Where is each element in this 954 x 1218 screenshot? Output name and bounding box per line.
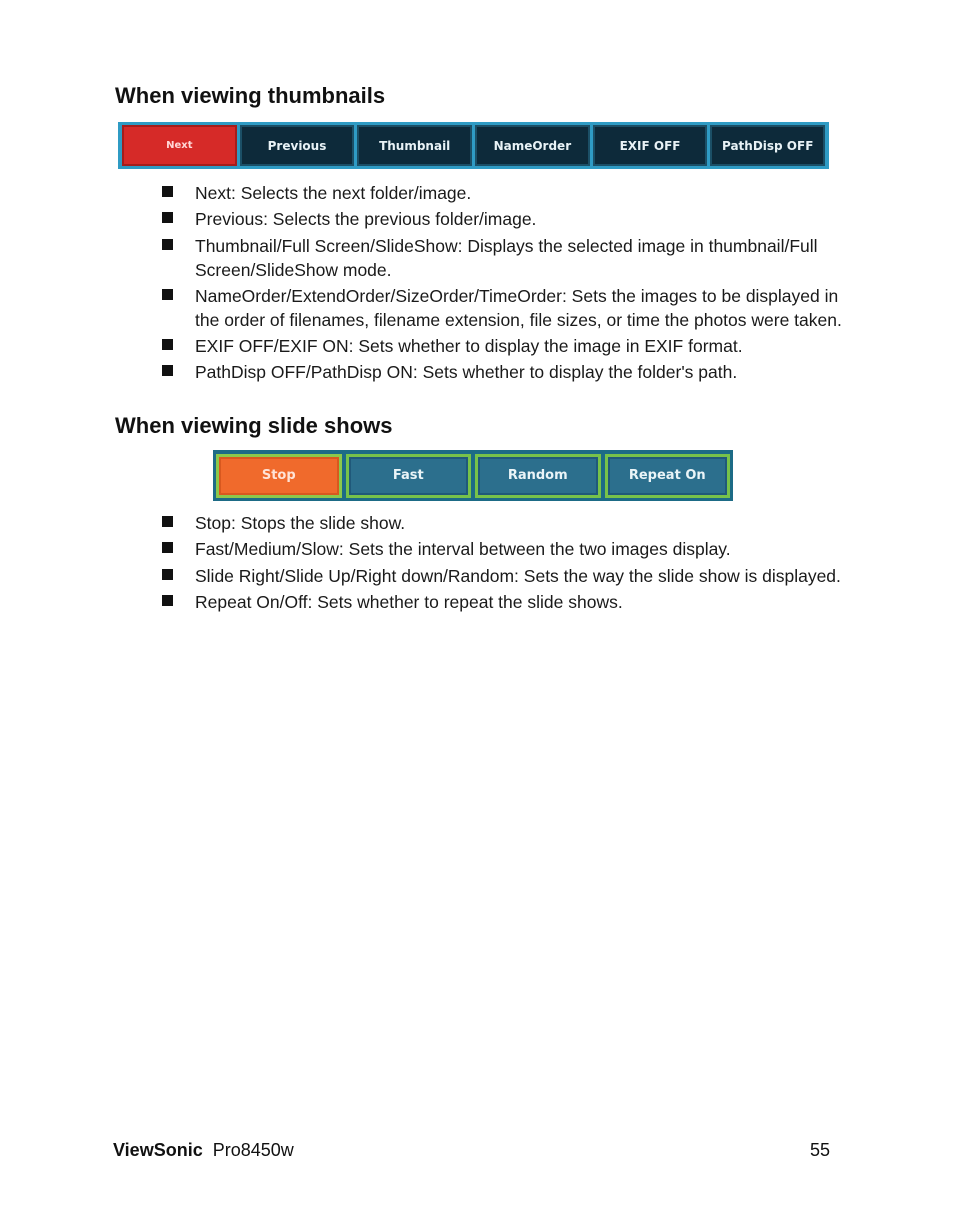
list-item (162, 207, 842, 231)
list-item (162, 590, 842, 614)
toolbar-repeat-button: Repeat On (605, 454, 731, 498)
square-bullet-icon (162, 239, 173, 250)
list-item-text: Next: Selects the next folder/image. (195, 183, 472, 203)
list-item-text: Previous: Selects the previous folder/image. (195, 209, 537, 230)
list-item-text: Stop: Stops the slide show. (195, 513, 406, 533)
slideshows-bullet-list (162, 511, 842, 616)
list-item (162, 564, 842, 588)
toolbar-next-button: Next (122, 125, 237, 166)
square-bullet-icon (162, 289, 173, 300)
thumbnail-toolbar-image (118, 122, 829, 169)
toolbar-pathdisp-button: PathDisp OFF (710, 125, 825, 166)
section-heading-slideshows: When viewing slide shows (115, 413, 393, 438)
list-item-text: PathDisp OFF/PathDisp ON: Sets whether to display the folder's path. (195, 362, 738, 383)
thumbnails-bullet-list (162, 181, 842, 387)
list-item (162, 537, 842, 561)
list-item-text: Slide Right/Slide Up/Right down/Random: Sets the way the slide show is displayed. (195, 565, 841, 586)
list-item-text: Fast/Medium/Slow: Sets the interval between the two images display. (195, 539, 731, 560)
square-bullet-icon (162, 339, 173, 350)
section-heading-thumbnails: When viewing thumbnails (115, 83, 386, 108)
list-item-text: EXIF OFF/EXIF ON: Sets whether to display the image in EXIF format. (195, 336, 743, 357)
list-item (162, 284, 842, 332)
list-item (162, 334, 842, 358)
list-item (162, 234, 842, 282)
square-bullet-icon (162, 542, 173, 553)
list-item-text: NameOrder/ExtendOrder/SizeOrder/TimeOrder: Sets the images to be displayed in the order of filenames, filename extension, file sizes, or time the photos were taken. (195, 285, 842, 330)
toolbar-stop-button: Stop (216, 454, 342, 498)
list-item (162, 511, 842, 535)
list-item-text: Thumbnail/Full Screen/SlideShow: Displays the selected image in thumbnail/Full Screen/SlideShow mode. (195, 235, 818, 280)
square-bullet-icon (162, 516, 173, 527)
footer-product (113, 1140, 294, 1161)
toolbar-thumbnail-button: Thumbnail (357, 125, 472, 166)
square-bullet-icon (162, 569, 173, 580)
square-bullet-icon (162, 365, 173, 376)
list-item (162, 181, 842, 205)
footer-brand: ViewSonic (113, 1140, 203, 1160)
list-item-text: Repeat On/Off: Sets whether to repeat the slide shows. (195, 591, 623, 612)
toolbar-fast-button: Fast (346, 454, 472, 498)
square-bullet-icon (162, 186, 173, 197)
page-number: 55 (809, 1140, 830, 1160)
list-item (162, 360, 842, 384)
toolbar-exif-button: EXIF OFF (593, 125, 708, 166)
square-bullet-icon (162, 595, 173, 606)
slideshow-toolbar-image (213, 450, 733, 501)
toolbar-nameorder-button: NameOrder (475, 125, 590, 166)
toolbar-previous-button: Previous (240, 125, 355, 166)
square-bullet-icon (162, 212, 173, 223)
footer-model: Pro8450w (212, 1140, 294, 1160)
toolbar-random-button: Random (475, 454, 601, 498)
